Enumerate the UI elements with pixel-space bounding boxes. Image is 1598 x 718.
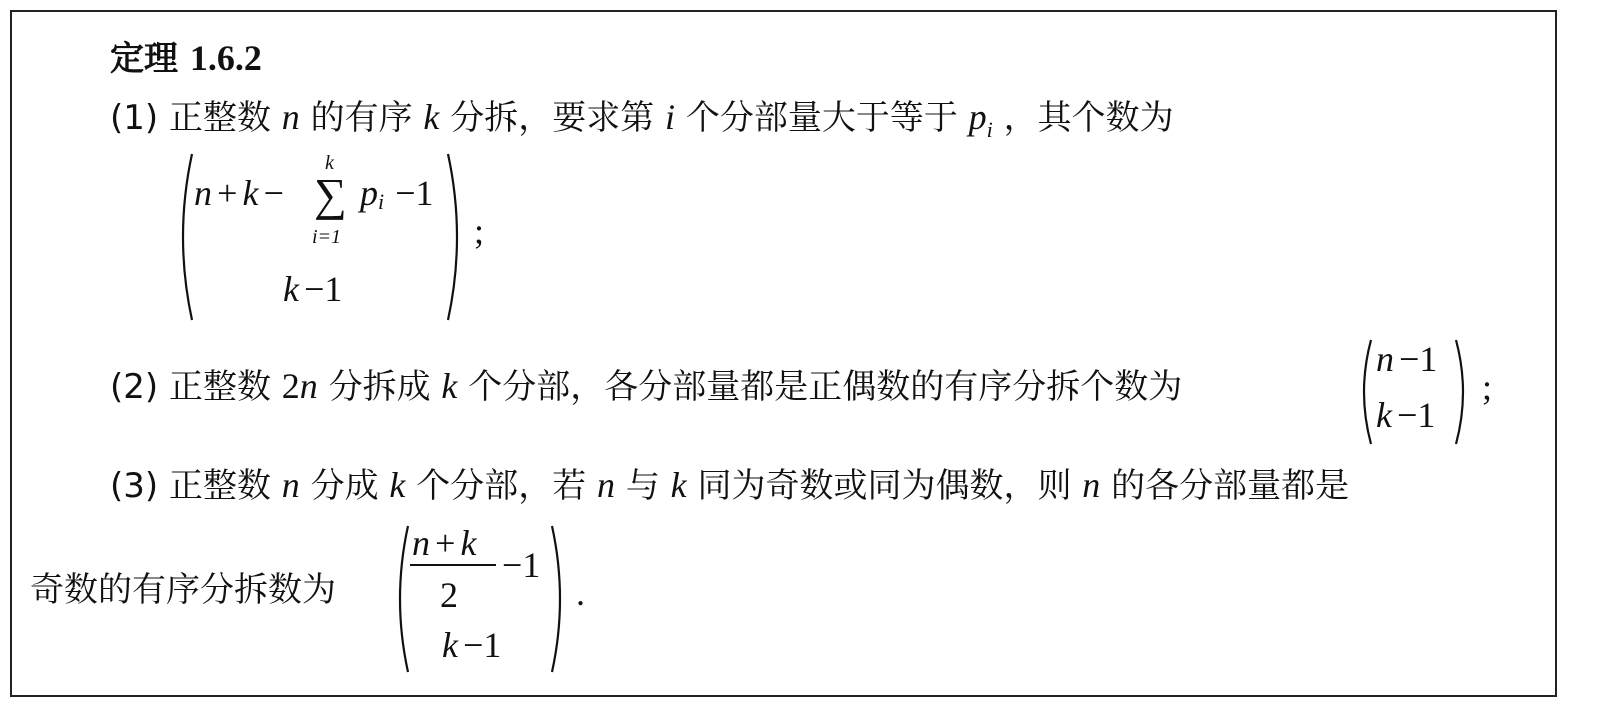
item2-marker: (2) xyxy=(110,367,159,407)
item1-sum-sign: ∑ xyxy=(314,169,347,220)
item2-end: ; xyxy=(1482,367,1493,407)
item2-binom-right-paren xyxy=(1452,338,1472,446)
item2-top-n: n xyxy=(1376,339,1394,379)
item1-binom-left-paren xyxy=(172,152,196,322)
item3-var-k1: k xyxy=(389,465,406,505)
item1-var-p: p xyxy=(968,97,987,137)
item3-line1 xyxy=(110,465,1349,506)
item3-text-c: 个分部，若 xyxy=(416,466,587,506)
theorem-title-number: 1.6.2 xyxy=(189,38,262,78)
item3-marker: (3) xyxy=(110,466,159,506)
item3-line2 xyxy=(30,570,336,610)
item2-top-minus: − xyxy=(1399,339,1420,379)
item3-bottom-minus: − xyxy=(463,625,484,665)
item1-var-n: n xyxy=(281,97,300,137)
item3-text-b: 分成 xyxy=(310,466,379,506)
item1-top-k: k xyxy=(242,173,259,213)
item1-text-b: 的有序 xyxy=(310,98,413,138)
item3-end: . xyxy=(576,573,585,613)
item1-binom-bottom xyxy=(283,268,342,310)
item3-top-tail xyxy=(502,544,540,586)
item2-text-c: 个分部，各分部量都是正偶数的有序分拆个数为 xyxy=(468,367,1183,407)
item2-var-n: n xyxy=(299,366,318,406)
item2-top-one: 1 xyxy=(1419,339,1438,379)
item1-top-one: 1 xyxy=(415,173,434,213)
item2-bottom-k: k xyxy=(1376,395,1392,435)
item1-text-d: 个分部量大于等于 xyxy=(685,98,958,138)
item3-frac-bar xyxy=(410,564,496,566)
item2-text-b: 分拆成 xyxy=(328,367,431,407)
item1-var-k: k xyxy=(423,97,440,137)
item2-binom-left-paren xyxy=(1355,338,1375,446)
item2-line xyxy=(110,366,1182,407)
item1-top-minus: − xyxy=(263,173,284,213)
item1-binom-top-rest xyxy=(360,172,434,215)
item3-binom-bottom xyxy=(442,624,501,666)
item2-var-k: k xyxy=(441,366,458,406)
item2-bottom-one: 1 xyxy=(1417,395,1436,435)
item1-sum-upper: k xyxy=(325,152,334,174)
item3-binom-left-paren xyxy=(390,524,412,674)
item2-num-2: 2 xyxy=(281,366,300,406)
item3-bottom-one: 1 xyxy=(483,625,502,665)
item3-text-d: 与 xyxy=(625,466,660,506)
item3-var-n3: n xyxy=(1082,465,1101,505)
item3-frac-num-plus: + xyxy=(435,523,456,563)
item3-var-k2: k xyxy=(670,465,687,505)
item1-var-p-sub: i xyxy=(986,116,993,142)
item1-marker: (1) xyxy=(110,98,159,138)
item1-end: ; xyxy=(474,211,485,251)
item1-bottom-k: k xyxy=(283,269,299,309)
item1-binom-right-paren xyxy=(444,152,468,322)
item1-bottom-minus: − xyxy=(304,269,325,309)
item3-var-n1: n xyxy=(281,465,300,505)
item3-text-e: 同为奇数或同为偶数，则 xyxy=(697,466,1072,506)
item1-bottom-one: 1 xyxy=(324,269,343,309)
item3-frac-num xyxy=(412,522,476,564)
item1-binom-top xyxy=(194,172,284,222)
item1-top-n: n xyxy=(194,173,212,213)
item3-var-n2: n xyxy=(597,465,616,505)
item1-var-i: i xyxy=(665,97,676,137)
item1-text-a: 正整数 xyxy=(168,98,271,138)
item3-binom-right-paren xyxy=(548,524,570,674)
item2-bottom-minus: − xyxy=(1397,395,1418,435)
item2-text-a: 正整数 xyxy=(168,367,271,407)
item3-frac-den: 2 xyxy=(440,575,458,615)
item1-top-plus: + xyxy=(217,173,238,213)
item3-frac-num-k: k xyxy=(460,523,477,563)
item1-top-minus2: − xyxy=(395,173,416,213)
item3-text-g: 奇数的有序分拆数为 xyxy=(30,570,336,610)
theorem-title-prefix: 定理 xyxy=(110,39,178,79)
item3-text-a: 正整数 xyxy=(168,466,271,506)
item1-text-e: ，其个数为 xyxy=(1003,98,1174,138)
item1-top-p-sub: i xyxy=(378,189,385,215)
item1-top-p: p xyxy=(360,173,378,213)
item1-sum-lower: i=1 xyxy=(312,226,342,248)
item1-text-c: 分拆，要求第 xyxy=(450,98,655,138)
item3-top-one: 1 xyxy=(522,545,541,585)
item3-frac-num-n: n xyxy=(412,523,430,563)
item3-top-minus: − xyxy=(502,545,523,585)
item2-binom-top xyxy=(1376,338,1437,380)
item3-bottom-k: k xyxy=(442,625,458,665)
theorem-title xyxy=(110,38,262,79)
item1-line xyxy=(110,97,1174,150)
item3-text-f: 的各分部量都是 xyxy=(1111,466,1350,506)
item2-binom-bottom xyxy=(1376,394,1435,436)
